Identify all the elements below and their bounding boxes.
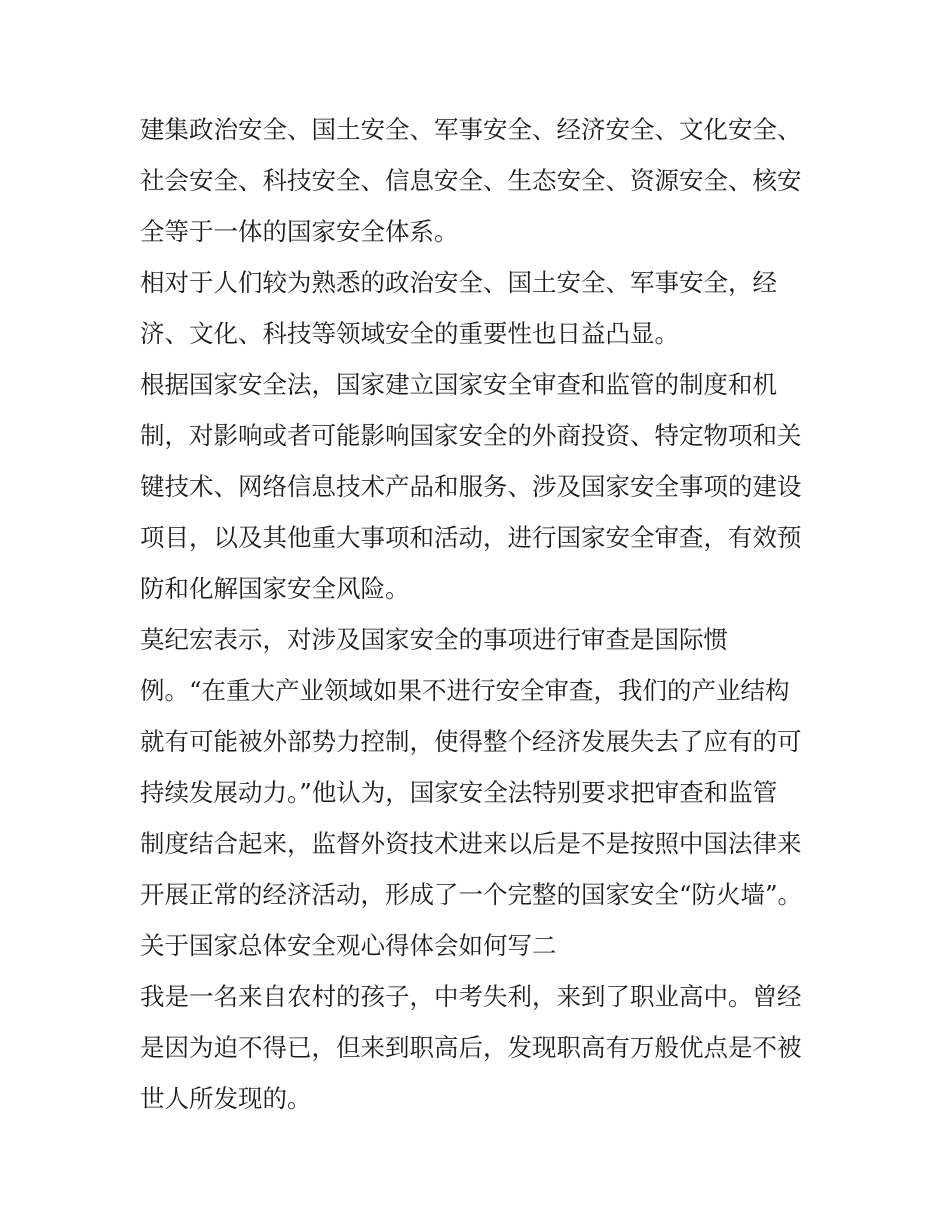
document-body: [140, 104, 820, 1124]
paragraph: [140, 257, 820, 359]
text-line: 建集政治安全、国土安全、军事安全、经济安全、文化安全、: [140, 115, 802, 144]
section-heading: [140, 920, 820, 971]
text-line: 世人所发现的。: [140, 1084, 312, 1113]
text-line: 项目，以及其他重大事项和活动，进行国家安全审查，有效预: [140, 523, 802, 552]
paragraph: [140, 971, 820, 1124]
text-line: 制，对影响或者可能影响国家安全的外商投资、特定物项和关: [140, 421, 802, 450]
text-line: 是因为迫不得已，但来到职高后，发现职高有万般优点是不被: [140, 1033, 802, 1062]
text-line: 制度结合起来，监督外资技术进来以后是不是按照中国法律来: [140, 829, 802, 858]
paragraph: [140, 104, 820, 257]
text-line: 济、文化、科技等领域安全的重要性也日益凸显。: [140, 319, 679, 348]
text-line: 莫纪宏表示，对涉及国家安全的事项进行审查是国际惯: [140, 625, 728, 654]
text-line: 社会安全、科技安全、信息安全、生态安全、资源安全、核安: [140, 166, 802, 195]
text-line: 就有可能被外部势力控制，使得整个经济发展失去了应有的可: [140, 727, 802, 756]
text-line: 例。“在重大产业领域如果不进行安全审查，我们的产业结构: [140, 676, 790, 705]
text-line: 防和化解国家安全风险。: [140, 574, 410, 603]
text-line: 根据国家安全法，国家建立国家安全审查和监管的制度和机: [140, 370, 777, 399]
text-line: 我是一名来自农村的孩子，中考失利，来到了职业高中。曾经: [140, 982, 802, 1011]
text-line: 全等于一体的国家安全体系。: [140, 217, 459, 246]
text-line: 相对于人们较为熟悉的政治安全、国土安全、军事安全，经: [140, 268, 777, 297]
paragraph: [140, 359, 820, 614]
text-line: 持续发展动力。”他认为，国家安全法特别要求把审查和监管: [140, 778, 778, 807]
paragraph: [140, 614, 820, 920]
text-line: 关于国家总体安全观心得体会如何写二: [140, 931, 557, 960]
text-line: 开展正常的经济活动，形成了一个完整的国家安全“防火墙”。: [140, 880, 803, 909]
text-line: 键技术、网络信息技术产品和服务、涉及国家安全事项的建设: [140, 472, 802, 501]
